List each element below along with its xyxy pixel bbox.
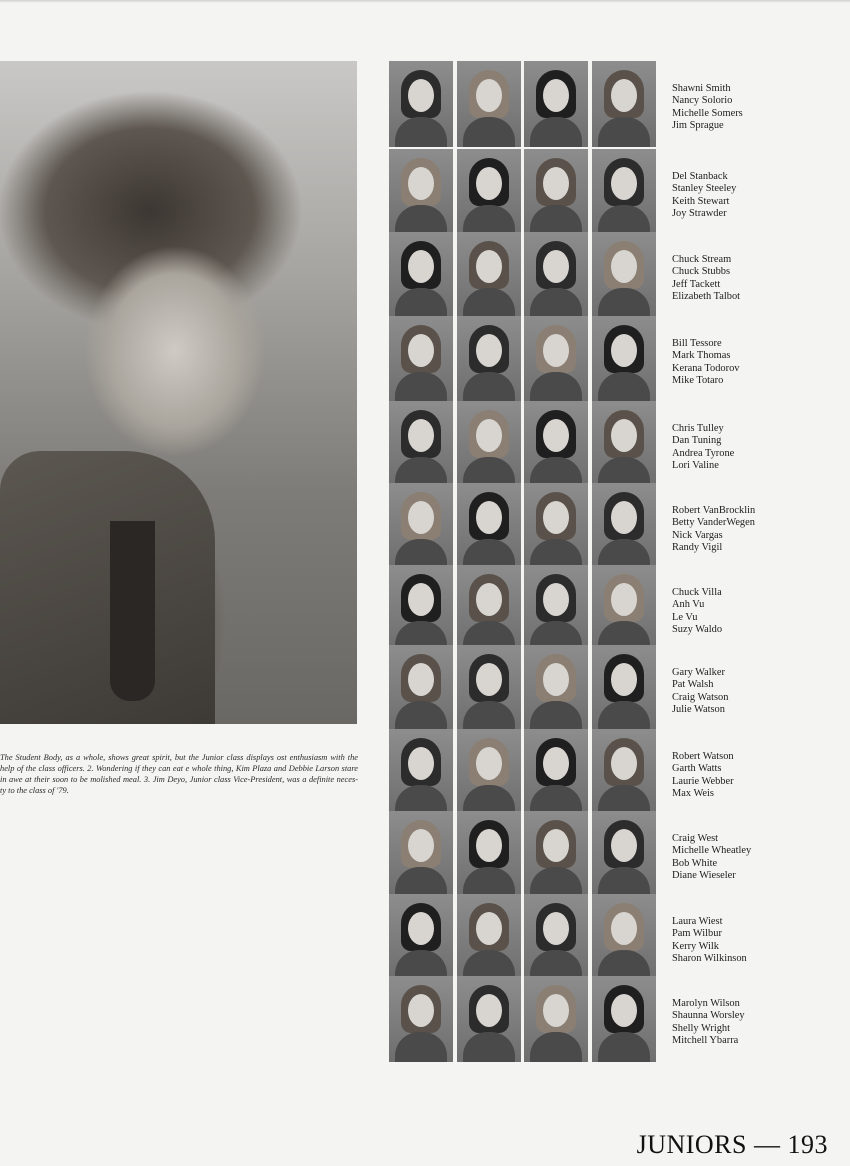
- portrait-shoulders: [395, 117, 447, 147]
- portrait-face: [408, 583, 434, 616]
- portrait-shoulders: [598, 701, 650, 731]
- portrait-face: [476, 167, 502, 200]
- student-name: Shawni Smith: [672, 83, 731, 94]
- portrait-face: [476, 747, 502, 780]
- portrait-row: [387, 61, 847, 147]
- portrait-row: [387, 316, 847, 402]
- portrait-face: [611, 419, 637, 452]
- portrait-face: [408, 994, 434, 1027]
- student-name: Robert Watson: [672, 751, 734, 762]
- student-portrait: [457, 976, 521, 1062]
- student-name-list: [672, 751, 850, 801]
- student-portrait: [524, 811, 588, 897]
- student-portrait: [389, 61, 453, 147]
- student-portrait: [524, 645, 588, 731]
- student-portrait: [592, 894, 656, 980]
- portrait-face: [543, 250, 569, 283]
- portrait-shoulders: [598, 1032, 650, 1062]
- portrait-face: [476, 583, 502, 616]
- page-folio: [637, 1130, 828, 1160]
- portrait-shoulders: [530, 372, 582, 402]
- portrait-shoulders: [463, 867, 515, 897]
- portrait-face: [543, 994, 569, 1027]
- section-title: JUNIORS: [636, 1130, 747, 1159]
- student-name: Keith Stewart: [672, 195, 730, 207]
- student-name: Mike Totaro: [672, 375, 724, 387]
- student-portrait: [592, 316, 656, 402]
- student-portrait: [524, 61, 588, 147]
- student-name: Marolyn Wilson: [672, 998, 740, 1009]
- portrait-shoulders: [598, 867, 650, 897]
- student-portrait: [389, 811, 453, 897]
- portrait-face: [408, 79, 434, 112]
- portrait-face: [543, 419, 569, 452]
- student-portrait: [457, 811, 521, 897]
- student-name: Stanley Steeley: [672, 183, 737, 195]
- student-name: Shaunna Worsley: [672, 1010, 745, 1022]
- portrait-face: [611, 501, 637, 534]
- student-name: Dan Tuning: [672, 435, 722, 447]
- student-portrait: [389, 645, 453, 731]
- folio-dash: —: [754, 1130, 781, 1159]
- portrait-shoulders: [463, 205, 515, 235]
- student-name: Garth Watts: [672, 763, 722, 775]
- portrait-shoulders: [598, 372, 650, 402]
- portrait-face: [476, 994, 502, 1027]
- portrait-shoulders: [395, 372, 447, 402]
- student-name-list: [672, 833, 850, 883]
- portrait-face: [611, 250, 637, 283]
- portrait-face: [611, 994, 637, 1027]
- student-portrait: [389, 316, 453, 402]
- student-name: Suzy Waldo: [672, 624, 723, 636]
- student-name: Andrea Tyrone: [672, 447, 735, 459]
- portrait-row: [387, 565, 847, 651]
- portrait-face: [476, 334, 502, 367]
- portrait-shoulders: [598, 288, 650, 318]
- portrait-face: [408, 334, 434, 367]
- portrait-face: [408, 250, 434, 283]
- student-name: Lori Valine: [672, 460, 719, 472]
- portrait-row: [387, 149, 847, 235]
- portrait-row: [387, 401, 847, 487]
- student-name: Le Vu: [672, 611, 698, 623]
- student-name-list: [672, 505, 850, 555]
- student-name: Chuck Stream: [672, 254, 732, 265]
- student-name-list: [672, 667, 850, 717]
- student-portrait: [389, 149, 453, 235]
- student-portrait: [524, 483, 588, 569]
- portrait-shoulders: [530, 1032, 582, 1062]
- student-portrait: [457, 401, 521, 487]
- student-portrait: [389, 729, 453, 815]
- student-name: Bill Tessore: [672, 338, 722, 349]
- portrait-shoulders: [395, 288, 447, 318]
- portrait-row: [387, 483, 847, 569]
- portrait-face: [408, 829, 434, 862]
- student-portrait: [457, 316, 521, 402]
- portrait-face: [543, 663, 569, 696]
- student-name: Craig Watson: [672, 691, 729, 703]
- student-name: Mitchell Ybarra: [672, 1035, 739, 1047]
- student-name: Kerry Wilk: [672, 940, 720, 952]
- portrait-face: [611, 79, 637, 112]
- page-number: 193: [787, 1130, 828, 1159]
- student-portrait: [524, 149, 588, 235]
- portrait-row: [387, 976, 847, 1062]
- portrait-face: [611, 583, 637, 616]
- student-portrait: [524, 729, 588, 815]
- student-name: Max Weis: [672, 788, 714, 800]
- portrait-face: [408, 663, 434, 696]
- student-name: Julie Watson: [672, 704, 725, 716]
- student-portrait: [524, 565, 588, 651]
- photo-caption: The Student Body, as a whole, shows great spirit, but the Junior class displays ost enthusiasm with the help of the class officers. 2. Wondering if they can eat e whole thing, Kim Plaza and Debbie Larson stare in awe at their soon to be molished meal. 3. Jim Deyo, Junior class Vice-President, was a definite neces- ty to the class of '79.: [0, 753, 358, 795]
- student-name: Pat Walsh: [672, 679, 714, 691]
- student-portrait: [524, 401, 588, 487]
- student-portrait: [592, 149, 656, 235]
- student-portrait: [389, 483, 453, 569]
- student-name: Laura Wiest: [672, 916, 723, 927]
- student-name: Michelle Somers: [672, 107, 743, 119]
- student-name-list: [672, 171, 850, 221]
- portrait-face: [476, 663, 502, 696]
- student-name: Betty VanderWegen: [672, 517, 755, 529]
- student-name: Laurie Webber: [672, 775, 734, 787]
- student-name: Craig West: [672, 833, 719, 844]
- portrait-shoulders: [463, 288, 515, 318]
- student-name: Kerana Todorov: [672, 362, 740, 374]
- student-portrait: [592, 483, 656, 569]
- portrait-shoulders: [463, 1032, 515, 1062]
- student-portrait: [592, 401, 656, 487]
- portrait-face: [611, 334, 637, 367]
- portrait-face: [476, 419, 502, 452]
- portrait-face: [543, 747, 569, 780]
- portrait-face: [611, 829, 637, 862]
- student-portrait: [457, 232, 521, 318]
- portrait-shoulders: [530, 867, 582, 897]
- portrait-face: [408, 167, 434, 200]
- feature-photo-placket: [110, 521, 155, 701]
- portrait-shoulders: [530, 117, 582, 147]
- portrait-row: [387, 811, 847, 897]
- portrait-face: [543, 501, 569, 534]
- student-portrait: [592, 811, 656, 897]
- portrait-face: [476, 912, 502, 945]
- portrait-shoulders: [395, 1032, 447, 1062]
- portrait-shoulders: [463, 372, 515, 402]
- student-name: Elizabeth Talbot: [672, 291, 741, 303]
- student-portrait: [592, 565, 656, 651]
- student-portrait: [524, 316, 588, 402]
- student-portrait: [457, 729, 521, 815]
- student-name: Nick Vargas: [672, 529, 723, 541]
- portrait-face: [476, 829, 502, 862]
- portrait-face: [611, 747, 637, 780]
- portrait-shoulders: [463, 117, 515, 147]
- portrait-face: [476, 250, 502, 283]
- student-name: Jim Sprague: [672, 120, 724, 132]
- student-portrait: [457, 894, 521, 980]
- student-name-list: [672, 254, 850, 304]
- student-portrait: [389, 232, 453, 318]
- portrait-shoulders: [530, 288, 582, 318]
- student-portrait: [389, 976, 453, 1062]
- student-portrait: [457, 149, 521, 235]
- portrait-face: [611, 912, 637, 945]
- portrait-shoulders: [530, 205, 582, 235]
- feature-photo-shirt: [0, 451, 215, 724]
- student-name: Bob White: [672, 857, 718, 869]
- student-portrait: [389, 565, 453, 651]
- portrait-face: [611, 663, 637, 696]
- portrait-shoulders: [598, 117, 650, 147]
- student-name: Del Stanback: [672, 171, 728, 182]
- portrait-face: [543, 829, 569, 862]
- student-name: Michelle Wheatley: [672, 845, 752, 857]
- student-name-list: [672, 338, 850, 388]
- student-name: Chris Tulley: [672, 423, 724, 434]
- page-top-edge: [0, 0, 850, 3]
- student-name-list: [672, 998, 850, 1048]
- student-name-list: [672, 587, 850, 637]
- student-name: Chuck Stubbs: [672, 266, 731, 278]
- student-name: Chuck Villa: [672, 587, 722, 598]
- student-portrait: [592, 976, 656, 1062]
- student-portrait: [457, 483, 521, 569]
- portrait-shoulders: [598, 205, 650, 235]
- portrait-face: [543, 79, 569, 112]
- portrait-shoulders: [530, 701, 582, 731]
- portrait-row: [387, 645, 847, 731]
- student-portrait: [457, 565, 521, 651]
- student-name: Jeff Tackett: [672, 278, 721, 290]
- student-portrait: [389, 401, 453, 487]
- portrait-face: [611, 167, 637, 200]
- student-name: Randy Vigil: [672, 542, 723, 554]
- portrait-row: [387, 232, 847, 318]
- student-portrait: [524, 232, 588, 318]
- student-name: Gary Walker: [672, 667, 725, 678]
- portrait-face: [543, 912, 569, 945]
- student-name: Mark Thomas: [672, 350, 731, 362]
- portrait-row: [387, 729, 847, 815]
- student-name: Diane Wieseler: [672, 870, 736, 882]
- student-name: Shelly Wright: [672, 1022, 730, 1034]
- student-name: Pam Wilbur: [672, 928, 722, 940]
- portrait-face: [408, 419, 434, 452]
- portrait-shoulders: [395, 867, 447, 897]
- portrait-face: [543, 334, 569, 367]
- portrait-shoulders: [395, 205, 447, 235]
- portrait-face: [408, 747, 434, 780]
- student-portrait: [457, 61, 521, 147]
- student-name: Robert VanBrocklin: [672, 505, 756, 516]
- student-name-list: [672, 916, 850, 966]
- portrait-face: [476, 79, 502, 112]
- portrait-face: [408, 501, 434, 534]
- student-portrait: [592, 232, 656, 318]
- student-name: Sharon Wilkinson: [672, 953, 747, 965]
- student-portrait: [592, 61, 656, 147]
- portrait-shoulders: [395, 701, 447, 731]
- portrait-row: [387, 894, 847, 980]
- student-name: Nancy Solorio: [672, 95, 733, 107]
- student-name-list: [672, 83, 850, 133]
- student-name-list: [672, 423, 850, 473]
- student-portrait: [389, 894, 453, 980]
- feature-photo: [0, 61, 357, 724]
- portrait-face: [543, 583, 569, 616]
- student-portrait: [592, 729, 656, 815]
- student-name: Joy Strawder: [672, 208, 727, 220]
- student-portrait: [524, 894, 588, 980]
- student-name: Anh Vu: [672, 599, 705, 611]
- student-portrait: [592, 645, 656, 731]
- student-portrait: [457, 645, 521, 731]
- portrait-face: [408, 912, 434, 945]
- portrait-shoulders: [463, 701, 515, 731]
- student-portrait: [524, 976, 588, 1062]
- portrait-face: [476, 501, 502, 534]
- portrait-face: [543, 167, 569, 200]
